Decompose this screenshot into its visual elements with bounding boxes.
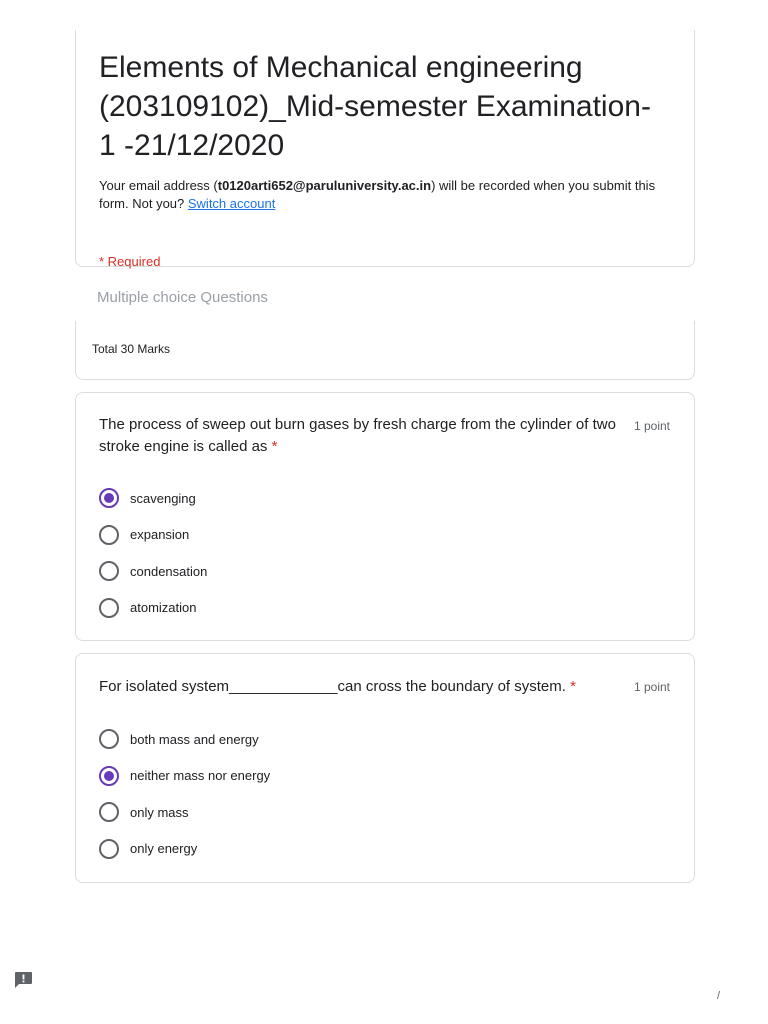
corner-mark: / (717, 990, 721, 1002)
required-asterisk: * (570, 678, 576, 695)
required-asterisk: * (271, 438, 278, 455)
options-list (99, 480, 659, 626)
required-note: * Required (99, 254, 161, 269)
radio-button[interactable] (99, 729, 119, 749)
option-label: expansion (130, 527, 190, 543)
radio-button[interactable] (99, 802, 119, 822)
radio-button-checked[interactable] (99, 488, 119, 508)
question-text: For isolated system_____________can cross the boundary of system. * (99, 678, 576, 695)
section-description: Total 30 Marks (92, 342, 171, 356)
radio-option[interactable] (99, 517, 659, 554)
radio-option[interactable] (99, 831, 659, 868)
option-label: condensation (130, 563, 208, 579)
question-points: 1 point (633, 680, 670, 694)
option-label: neither mass nor energy (130, 768, 271, 784)
question-card (75, 653, 695, 883)
radio-button[interactable] (99, 839, 119, 859)
switch-account-link[interactable]: Switch account (187, 196, 276, 211)
radio-option[interactable] (99, 553, 659, 590)
email-prefix: Your email address ( (99, 178, 218, 193)
radio-option[interactable] (99, 480, 659, 517)
email-notice (99, 177, 679, 213)
option-label: both mass and energy (130, 731, 259, 747)
options-list (99, 721, 659, 867)
radio-button[interactable] (99, 598, 119, 618)
section-card (75, 321, 695, 380)
user-email: t0120arti652@paruluniversity.ac.in (217, 178, 432, 193)
email-suffix: ) will be recorded when you submit this form. Not you? (99, 178, 656, 211)
radio-option[interactable] (99, 758, 659, 795)
question-points: 1 point (633, 419, 670, 433)
option-label: scavenging (130, 490, 196, 506)
option-label: only energy (130, 841, 198, 857)
radio-button-checked[interactable] (99, 766, 119, 786)
question-card (75, 392, 695, 641)
section-title: Multiple choice Questions (97, 289, 268, 306)
radio-option[interactable] (99, 721, 659, 758)
radio-button[interactable] (99, 525, 119, 545)
feedback-icon[interactable] (13, 971, 33, 989)
form-title: Elements of Mechanical engineering (203109102)_Mid-semester Examination-1 -21/12/2020 (99, 51, 651, 162)
option-label: atomization (130, 600, 197, 616)
radio-option[interactable] (99, 590, 659, 627)
question-text: The process of sweep out burn gases by fresh charge from the cylinder of two stroke engine is called as * (99, 416, 616, 455)
radio-button[interactable] (99, 561, 119, 581)
radio-option[interactable] (99, 794, 659, 831)
option-label: only mass (130, 804, 189, 820)
form-header-card (75, 30, 695, 267)
feedback-icon-svg (13, 971, 33, 989)
